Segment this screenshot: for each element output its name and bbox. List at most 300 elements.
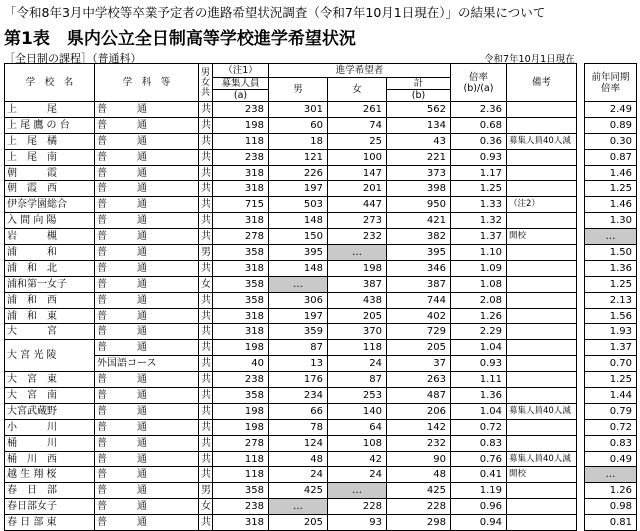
header-school: 学 校 名: [5, 64, 95, 102]
ratio-cell: 0.76: [451, 451, 507, 467]
remarks-cell: [507, 308, 577, 324]
male-applicants-cell: 18: [269, 133, 328, 149]
course-cell: 普 通: [95, 340, 199, 356]
capacity-cell: 358: [213, 292, 269, 308]
female-applicants-cell: 387: [328, 276, 387, 292]
gender-cell: 女: [199, 276, 213, 292]
previous-year-row: [585, 133, 637, 149]
male-applicants-cell: 13: [269, 356, 328, 372]
table-row: [5, 229, 577, 245]
previous-year-row: [585, 229, 637, 245]
total-applicants-cell: 90: [387, 451, 451, 467]
gender-cell: 共: [199, 260, 213, 276]
male-applicants-cell: 60: [269, 117, 328, 133]
ratio-cell: 0.41: [451, 467, 507, 483]
previous-year-row: [585, 451, 637, 467]
remarks-cell: [507, 419, 577, 435]
previous-year-row: [585, 197, 637, 213]
gender-cell: 共: [199, 403, 213, 419]
capacity-cell: 118: [213, 467, 269, 483]
previous-ratio-cell: 1.25: [585, 181, 637, 197]
remarks-cell: [507, 324, 577, 340]
course-cell: 普 通: [95, 435, 199, 451]
course-cell: 普 通: [95, 181, 199, 197]
remarks-cell: [507, 276, 577, 292]
course-cell: 普 通: [95, 292, 199, 308]
ratio-cell: 1.04: [451, 403, 507, 419]
previous-year-row: [585, 292, 637, 308]
capacity-cell: 318: [213, 260, 269, 276]
school-name-cell: 浦 和 東: [5, 308, 95, 324]
female-applicants-cell: 74: [328, 117, 387, 133]
previous-ratio-cell: 0.83: [585, 435, 637, 451]
gender-cell: 共: [199, 324, 213, 340]
male-applicants-cell: 503: [269, 197, 328, 213]
previous-year-row: [585, 245, 637, 261]
capacity-cell: 358: [213, 388, 269, 404]
remarks-cell: [507, 149, 577, 165]
male-applicants-cell: 66: [269, 403, 328, 419]
previous-ratio-cell: 1.25: [585, 372, 637, 388]
capacity-cell: 238: [213, 372, 269, 388]
school-name-cell: 朝 霞 西: [5, 181, 95, 197]
remarks-cell: [507, 499, 577, 515]
capacity-cell: 40: [213, 356, 269, 372]
total-applicants-cell: 263: [387, 372, 451, 388]
previous-year-row: [585, 388, 637, 404]
gender-cell: 共: [199, 102, 213, 118]
male-applicants-cell: 150: [269, 229, 328, 245]
school-name-cell: 入 間 向 陽: [5, 213, 95, 229]
gender-cell: 共: [199, 451, 213, 467]
course-cell: 普 通: [95, 213, 199, 229]
remarks-cell: [507, 260, 577, 276]
female-applicants-cell: 24: [328, 356, 387, 372]
previous-year-row: [585, 403, 637, 419]
ratio-cell: 0.36: [451, 133, 507, 149]
male-applicants-cell: 121: [269, 149, 328, 165]
previous-ratio-cell: 0.89: [585, 117, 637, 133]
school-name-cell: 桶 川: [5, 435, 95, 451]
female-applicants-cell: 87: [328, 372, 387, 388]
school-name-cell: 岩 槻: [5, 229, 95, 245]
female-applicants-cell: 140: [328, 403, 387, 419]
male-applicants-cell: 176: [269, 372, 328, 388]
table-row: [5, 292, 577, 308]
school-name-cell: 春日部女子: [5, 499, 95, 515]
gender-cell: 共: [199, 133, 213, 149]
ratio-cell: 2.36: [451, 102, 507, 118]
ratio-cell: 0.68: [451, 117, 507, 133]
remarks-cell: 募集人員40人減: [507, 403, 577, 419]
previous-year-row: [585, 308, 637, 324]
gender-cell: 共: [199, 292, 213, 308]
course-cell: 普 通: [95, 483, 199, 499]
female-applicants-cell: 273: [328, 213, 387, 229]
total-applicants-cell: 382: [387, 229, 451, 245]
previous-ratio-cell: 0.30: [585, 133, 637, 149]
capacity-cell: 318: [213, 181, 269, 197]
header-ratio-formula: (b)/(a): [463, 82, 494, 94]
table-row: [5, 197, 577, 213]
capacity-cell: 198: [213, 117, 269, 133]
header-male: 男: [269, 78, 328, 102]
table-title: 第1表 県内公立全日制高等学校進学希望状況: [4, 29, 356, 49]
course-cell: 普 通: [95, 133, 199, 149]
school-name-cell: 大 宮 南: [5, 388, 95, 404]
table-row: [5, 133, 577, 149]
previous-year-row: [585, 102, 637, 118]
table-row: [5, 388, 577, 404]
total-applicants-cell: 232: [387, 435, 451, 451]
capacity-cell: 318: [213, 515, 269, 531]
female-applicants-cell: 232: [328, 229, 387, 245]
total-applicants-cell: 487: [387, 388, 451, 404]
female-applicants-cell: 64: [328, 419, 387, 435]
ratio-cell: 1.08: [451, 276, 507, 292]
previous-year-row: [585, 181, 637, 197]
course-cell: 普 通: [95, 229, 199, 245]
male-applicants-cell: 205: [269, 515, 328, 531]
previous-ratio-cell: 0.70: [585, 356, 637, 372]
course-cell: 普 通: [95, 102, 199, 118]
school-name-cell: 小 川: [5, 419, 95, 435]
female-applicants-cell: 261: [328, 102, 387, 118]
total-applicants-cell: 206: [387, 403, 451, 419]
course-cell: 普 通: [95, 419, 199, 435]
total-applicants-cell: 134: [387, 117, 451, 133]
ratio-cell: 0.72: [451, 419, 507, 435]
capacity-cell: 318: [213, 324, 269, 340]
total-applicants-cell: 228: [387, 499, 451, 515]
header-gender: 男女共: [199, 64, 213, 102]
total-applicants-cell: 221: [387, 149, 451, 165]
previous-ratio-cell: 0.79: [585, 403, 637, 419]
table-row: [5, 403, 577, 419]
table-row: [5, 435, 577, 451]
table-row: [5, 499, 577, 515]
gender-cell: 共: [199, 181, 213, 197]
school-name-cell: 上 尾 橘: [5, 133, 95, 149]
course-cell: 普 通: [95, 324, 199, 340]
remarks-cell: [507, 213, 577, 229]
male-applicants-cell: 301: [269, 102, 328, 118]
previous-year-row: [585, 372, 637, 388]
previous-ratio-cell: 2.49: [585, 102, 637, 118]
gender-cell: 共: [199, 372, 213, 388]
total-applicants-cell: 421: [387, 213, 451, 229]
ratio-cell: 2.08: [451, 292, 507, 308]
total-applicants-cell: 744: [387, 292, 451, 308]
previous-ratio-cell: 1.46: [585, 165, 637, 181]
ratio-cell: 1.32: [451, 213, 507, 229]
school-name-cell: 浦 和 北: [5, 260, 95, 276]
previous-year-row: [585, 213, 637, 229]
male-applicants-cell: 395: [269, 245, 328, 261]
previous-year-row: [585, 483, 637, 499]
document-title-line: 「令和8年3月中学校等卒業予定者の進路希望状況調査（令和7年10月1日現在）」の結果について: [4, 5, 546, 20]
table-row: [5, 181, 577, 197]
male-applicants-cell: 78: [269, 419, 328, 435]
previous-year-body: [585, 102, 637, 531]
total-applicants-cell: 142: [387, 419, 451, 435]
header-female: 女: [328, 78, 387, 102]
total-applicants-cell: 373: [387, 165, 451, 181]
ratio-cell: 1.25: [451, 181, 507, 197]
course-cell: 普 通: [95, 260, 199, 276]
gender-cell: 共: [199, 356, 213, 372]
remarks-cell: [507, 245, 577, 261]
course-cell: 普 通: [95, 403, 199, 419]
capacity-cell: 358: [213, 276, 269, 292]
gender-cell: 共: [199, 197, 213, 213]
table-row: [5, 165, 577, 181]
total-applicants-cell: 346: [387, 260, 451, 276]
capacity-cell: 238: [213, 499, 269, 515]
female-applicants-cell: 25: [328, 133, 387, 149]
remarks-cell: 開校: [507, 467, 577, 483]
previous-year-row: [585, 165, 637, 181]
school-name-cell: 春 日 部 東: [5, 515, 95, 531]
gender-cell: 共: [199, 213, 213, 229]
table-row: [5, 245, 577, 261]
previous-year-row: [585, 419, 637, 435]
previous-ratio-cell: 1.26: [585, 483, 637, 499]
table-row: [5, 149, 577, 165]
gender-cell: 共: [199, 515, 213, 531]
course-cell: 普 通: [95, 372, 199, 388]
capacity-cell: 118: [213, 451, 269, 467]
ratio-cell: 1.11: [451, 372, 507, 388]
female-applicants-cell: 108: [328, 435, 387, 451]
capacity-cell: 318: [213, 308, 269, 324]
capacity-cell: 318: [213, 165, 269, 181]
ratio-cell: 0.93: [451, 149, 507, 165]
header-ratio: 倍率: [468, 71, 488, 83]
previous-year-row: [585, 149, 637, 165]
table-row: [5, 117, 577, 133]
remarks-cell: [507, 388, 577, 404]
header-course: 学 科 等: [95, 64, 199, 102]
female-applicants-cell: 198: [328, 260, 387, 276]
previous-ratio-cell: 1.25: [585, 276, 637, 292]
course-cell: 普 通: [95, 245, 199, 261]
remarks-cell: 募集人員40人減: [507, 451, 577, 467]
header-remarks: 備考: [507, 64, 577, 102]
ratio-cell: 1.33: [451, 197, 507, 213]
remarks-cell: [507, 292, 577, 308]
remarks-cell: [507, 117, 577, 133]
as-of-date: 令和7年10月1日現在: [484, 54, 575, 65]
total-applicants-cell: 395: [387, 245, 451, 261]
gender-cell: 共: [199, 165, 213, 181]
course-cell: 普 通: [95, 308, 199, 324]
course-cell: 普 通: [95, 388, 199, 404]
school-name-cell: 桶 川 西: [5, 451, 95, 467]
remarks-cell: 募集人員40人減: [507, 133, 577, 149]
previous-ratio-cell: 1.56: [585, 308, 637, 324]
previous-ratio-cell: 1.37: [585, 340, 637, 356]
remarks-cell: [507, 372, 577, 388]
female-applicants-cell: 93: [328, 515, 387, 531]
remarks-cell: [507, 435, 577, 451]
gender-cell: 共: [199, 149, 213, 165]
header-previous-ratio: 前年同期倍率: [585, 64, 637, 102]
header-capacity-a: (a): [213, 90, 269, 102]
table-row: [5, 451, 577, 467]
female-applicants-cell: 370: [328, 324, 387, 340]
previous-year-row: [585, 324, 637, 340]
table-body: [5, 102, 577, 531]
female-applicants-cell: 100: [328, 149, 387, 165]
school-name-cell: 越 生 翔 桜: [5, 467, 95, 483]
remarks-cell: [507, 181, 577, 197]
previous-year-row: [585, 467, 637, 483]
female-applicants-cell: …: [328, 245, 387, 261]
female-applicants-cell: 438: [328, 292, 387, 308]
female-applicants-cell: 205: [328, 308, 387, 324]
course-cell: 外国語コース: [95, 356, 199, 372]
male-applicants-cell: 197: [269, 181, 328, 197]
previous-year-table: [584, 63, 637, 531]
previous-year-row: [585, 515, 637, 531]
capacity-cell: 118: [213, 133, 269, 149]
course-cell: 普 通: [95, 149, 199, 165]
total-applicants-cell: 729: [387, 324, 451, 340]
male-applicants-cell: 425: [269, 483, 328, 499]
ratio-cell: 1.36: [451, 388, 507, 404]
gender-cell: 共: [199, 467, 213, 483]
gender-cell: 共: [199, 340, 213, 356]
remarks-cell: [507, 165, 577, 181]
capacity-cell: 715: [213, 197, 269, 213]
table-row: [5, 213, 577, 229]
total-applicants-cell: 48: [387, 467, 451, 483]
female-applicants-cell: 42: [328, 451, 387, 467]
gender-cell: 共: [199, 388, 213, 404]
capacity-cell: 198: [213, 419, 269, 435]
table-row: [5, 515, 577, 531]
remarks-cell: [507, 340, 577, 356]
table-row: [5, 324, 577, 340]
total-applicants-cell: 562: [387, 102, 451, 118]
header-capacity-note: （注1）: [213, 64, 269, 78]
previous-year-row: [585, 260, 637, 276]
male-applicants-cell: 148: [269, 213, 328, 229]
female-applicants-cell: 447: [328, 197, 387, 213]
total-applicants-cell: 37: [387, 356, 451, 372]
male-applicants-cell: 24: [269, 467, 328, 483]
school-name-cell: 上 尾 鷹 の 台: [5, 117, 95, 133]
previous-ratio-cell: …: [585, 229, 637, 245]
previous-ratio-cell: 1.44: [585, 388, 637, 404]
total-applicants-cell: 298: [387, 515, 451, 531]
gender-cell: 共: [199, 117, 213, 133]
ratio-cell: 0.83: [451, 435, 507, 451]
ratio-cell: 0.96: [451, 499, 507, 515]
total-applicants-cell: 402: [387, 308, 451, 324]
female-applicants-cell: 118: [328, 340, 387, 356]
table-row: [5, 419, 577, 435]
previous-ratio-cell: 0.49: [585, 451, 637, 467]
course-cell: 普 通: [95, 165, 199, 181]
school-name-cell: 春 日 部: [5, 483, 95, 499]
male-applicants-cell: 48: [269, 451, 328, 467]
ratio-cell: 0.94: [451, 515, 507, 531]
male-applicants-cell: 226: [269, 165, 328, 181]
course-subtitle: ［全日制の課程］（普通科）: [4, 52, 142, 65]
table-row: [5, 372, 577, 388]
school-name-cell: 上 尾: [5, 102, 95, 118]
male-applicants-cell: 234: [269, 388, 328, 404]
previous-ratio-cell: 0.81: [585, 515, 637, 531]
previous-year-row: [585, 276, 637, 292]
female-applicants-cell: 24: [328, 467, 387, 483]
capacity-cell: 238: [213, 102, 269, 118]
capacity-cell: 278: [213, 435, 269, 451]
table-row: [5, 308, 577, 324]
remarks-cell: 開校: [507, 229, 577, 245]
ratio-cell: 1.10: [451, 245, 507, 261]
previous-ratio-cell: 1.36: [585, 260, 637, 276]
ratio-cell: 1.04: [451, 340, 507, 356]
table-row: [5, 276, 577, 292]
capacity-cell: 358: [213, 483, 269, 499]
previous-ratio-cell: …: [585, 467, 637, 483]
course-cell: 普 通: [95, 499, 199, 515]
previous-ratio-cell: 0.72: [585, 419, 637, 435]
male-applicants-cell: 359: [269, 324, 328, 340]
gender-cell: 男: [199, 245, 213, 261]
male-applicants-cell: 306: [269, 292, 328, 308]
gender-cell: 共: [199, 229, 213, 245]
female-applicants-cell: 147: [328, 165, 387, 181]
course-cell: 普 通: [95, 117, 199, 133]
ratio-cell: 1.09: [451, 260, 507, 276]
school-name-cell: 浦 和: [5, 245, 95, 261]
ratio-cell: 1.17: [451, 165, 507, 181]
previous-ratio-cell: 1.93: [585, 324, 637, 340]
applicant-table: [4, 63, 577, 531]
previous-year-row: [585, 340, 637, 356]
school-name-cell: 上 尾 南: [5, 149, 95, 165]
male-applicants-cell: 148: [269, 260, 328, 276]
school-name-cell: 大 宮: [5, 324, 95, 340]
course-cell: 普 通: [95, 451, 199, 467]
previous-ratio-cell: 0.87: [585, 149, 637, 165]
previous-year-row: [585, 435, 637, 451]
gender-cell: 共: [199, 419, 213, 435]
female-applicants-cell: …: [328, 483, 387, 499]
previous-ratio-cell: 1.30: [585, 213, 637, 229]
table-row: [5, 260, 577, 276]
header-capacity: 募集人員: [213, 78, 269, 90]
course-cell: 普 通: [95, 276, 199, 292]
ratio-cell: 2.29: [451, 324, 507, 340]
school-name-cell: 浦 和 西: [5, 292, 95, 308]
capacity-cell: 278: [213, 229, 269, 245]
previous-year-row: [585, 499, 637, 515]
female-applicants-cell: 201: [328, 181, 387, 197]
previous-ratio-cell: 1.50: [585, 245, 637, 261]
course-cell: 普 通: [95, 467, 199, 483]
table-row: [5, 102, 577, 118]
capacity-cell: 238: [213, 149, 269, 165]
header-applicants: 進学希望者: [269, 64, 451, 78]
remarks-cell: （注2）: [507, 197, 577, 213]
header-total-b: (b): [387, 90, 451, 102]
previous-year-row: [585, 356, 637, 372]
